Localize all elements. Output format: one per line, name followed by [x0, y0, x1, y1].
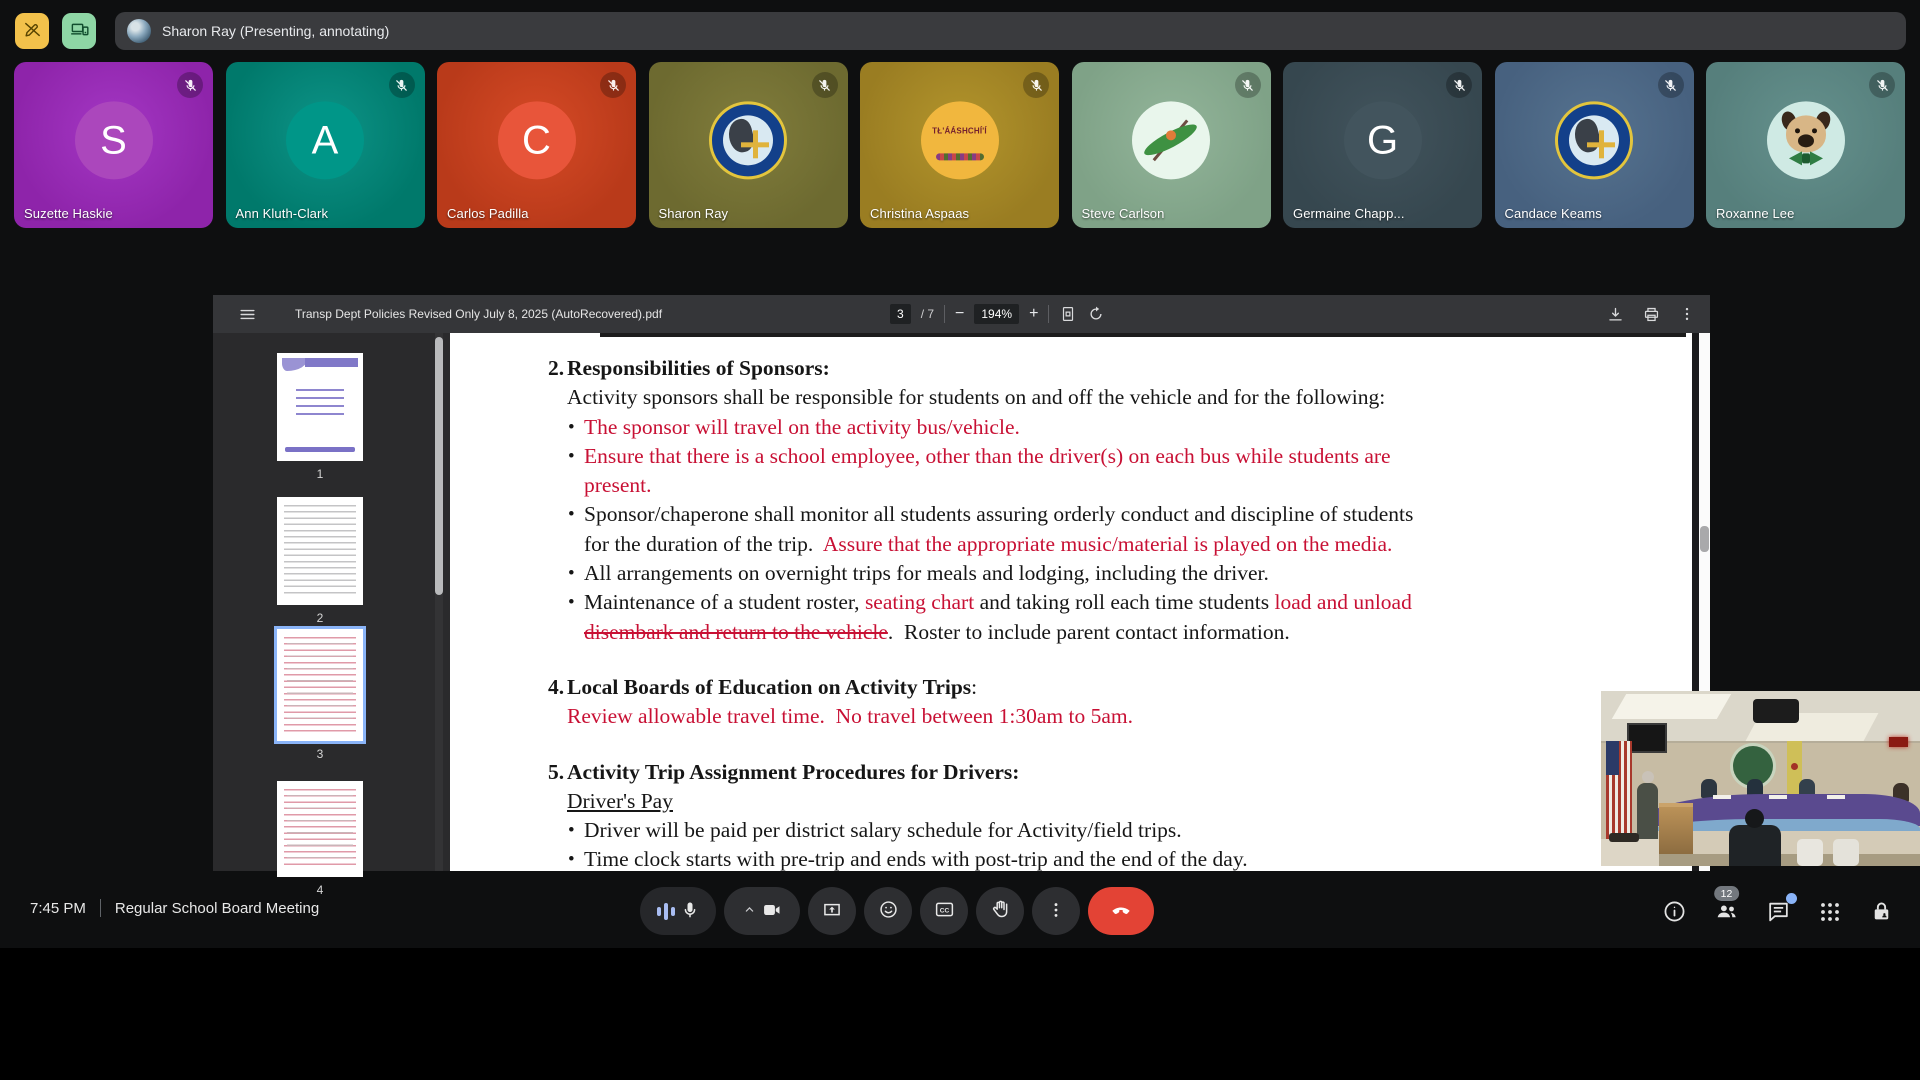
camera-button[interactable] — [724, 887, 800, 935]
audience-chair — [1833, 839, 1859, 866]
pdf-file-title: Transp Dept Policies Revised Only July 8, 2025 (AutoRecovered).pdf — [295, 307, 663, 321]
page-thumbnail[interactable] — [277, 497, 363, 625]
rotate-icon[interactable] — [1087, 305, 1105, 323]
divider — [100, 899, 101, 917]
projector — [1753, 699, 1799, 723]
document-line: • Driver will be paid per district salary schedule for Activity/field trips. — [450, 816, 1692, 845]
document-line: 5. Activity Trip Assignment Procedures for Drivers: — [548, 759, 1020, 784]
document-line: Driver's Pay — [567, 788, 673, 813]
clock-time: 7:45 PM — [30, 899, 86, 917]
document-page — [450, 333, 1692, 871]
people-icon — [1714, 899, 1739, 929]
mic-muted-icon — [1658, 72, 1684, 98]
mic-muted-icon — [177, 72, 203, 98]
menu-icon[interactable] — [238, 305, 257, 324]
meeting-details-button[interactable] — [1662, 899, 1687, 929]
audience-member — [1729, 825, 1781, 866]
kebab-icon — [1046, 900, 1066, 923]
participant-name: Suzette Haskie — [24, 206, 113, 221]
thumbnail-sidebar — [213, 333, 435, 897]
svg-text:CC: CC — [939, 907, 949, 915]
mic-muted-icon — [1446, 72, 1472, 98]
letter-avatar: C — [498, 101, 576, 179]
document-line: 2. Responsibilities of Sponsors: — [548, 356, 830, 380]
camera-icon — [762, 900, 782, 923]
mic-icon — [680, 900, 700, 923]
more-options-button[interactable] — [1032, 887, 1080, 935]
pdf-toolbar — [213, 295, 1710, 333]
toolbar-divider — [944, 305, 945, 323]
pdf-viewer — [213, 295, 1710, 897]
letter-avatar: A — [286, 101, 364, 179]
participant-tile[interactable] — [1283, 62, 1482, 228]
activities-button[interactable] — [1818, 900, 1842, 929]
chat-notification-dot — [1786, 893, 1797, 904]
annotation-toggle-button[interactable] — [15, 13, 49, 49]
reactions-button[interactable] — [864, 887, 912, 935]
document-line: • All arrangements on overnight trips for meals and lodging, including the driver. — [450, 559, 1692, 588]
document-line: • Maintenance of a student roster, seating chart and taking roll each time students load and unload — [450, 588, 1692, 617]
document-line: • Ensure that there is a school employee, other than the driver(s) on each bus while students are — [450, 442, 1692, 471]
fit-page-icon[interactable] — [1059, 305, 1077, 323]
companion-mode-button[interactable] — [62, 13, 96, 49]
mic-muted-icon — [1023, 72, 1049, 98]
page-thumbnail[interactable] — [277, 781, 363, 897]
audience-chair — [1797, 839, 1823, 866]
participant-tile[interactable] — [1706, 62, 1905, 228]
end-call-icon — [1109, 898, 1133, 925]
thumbnail-page-number: 2 — [316, 611, 324, 625]
more-menu-icon[interactable] — [1678, 305, 1696, 323]
end-call-button[interactable] — [1088, 887, 1154, 935]
letter-avatar: G — [1344, 101, 1422, 179]
mic-muted-icon — [1869, 72, 1895, 98]
thumbnail-page-number: 3 — [316, 747, 324, 761]
document-text — [450, 333, 1692, 871]
participant-tile[interactable] — [14, 62, 213, 228]
mic-muted-icon — [389, 72, 415, 98]
kayak-avatar — [1132, 101, 1210, 179]
letter-avatar: S — [75, 101, 153, 179]
document-line: 4. Local Boards of Education on Activity Trips: — [548, 674, 978, 699]
mic-button[interactable] — [640, 887, 716, 935]
document-line: present. — [584, 473, 652, 498]
document-line: • The sponsor will travel on the activity bus/vehicle. — [450, 413, 1692, 442]
wall-tv — [1627, 723, 1667, 753]
page-number-input[interactable]: 3 — [890, 304, 911, 324]
room-camera-video[interactable] — [1601, 691, 1920, 866]
people-button[interactable] — [1714, 887, 1739, 929]
participant-name: Steve Carlson — [1081, 206, 1165, 221]
thumbnail-page-number: 4 — [316, 883, 324, 897]
zoom-level-value: 194% — [974, 304, 1019, 324]
participant-tile[interactable] — [226, 62, 425, 228]
chat-icon — [1766, 899, 1791, 929]
chevron-up-icon — [742, 902, 757, 920]
mic-muted-icon — [812, 72, 838, 98]
page-thumbnail[interactable] — [277, 629, 363, 761]
devices-icon — [70, 20, 89, 42]
participant-tile[interactable] — [649, 62, 848, 228]
zoom-out-button[interactable]: − — [955, 305, 965, 322]
call-controls — [640, 887, 1154, 935]
exit-sign — [1889, 737, 1908, 747]
presenter-avatar — [127, 19, 151, 43]
page-thumbnail[interactable] — [277, 353, 363, 481]
participant-tile[interactable] — [437, 62, 636, 228]
participant-name: Carlos Padilla — [447, 206, 529, 221]
pdf-body — [213, 333, 1710, 897]
meeting-info — [30, 899, 319, 917]
presenter-label: Sharon Ray (Presenting, annotating) — [162, 23, 390, 39]
participant-tile[interactable] — [1495, 62, 1694, 228]
zoom-in-button[interactable]: + — [1029, 305, 1039, 322]
present-button[interactable] — [808, 887, 856, 935]
thumbnail-page-number: 1 — [316, 467, 324, 481]
audio-level-indicator — [657, 903, 675, 920]
emoji-icon — [878, 899, 899, 923]
grid-icon — [1818, 900, 1842, 929]
print-icon[interactable] — [1642, 305, 1661, 324]
document-line: Review allowable travel time. No travel between 1:30am to 5am. — [567, 704, 1133, 729]
participant-name: Christina Aspaas — [870, 206, 970, 221]
document-line: for the duration of the trip. Assure that the appropriate music/material is played on the media. — [584, 531, 1393, 556]
mic-muted-icon — [1235, 72, 1261, 98]
document-line: • Sponsor/chaperone shall monitor all students assuring orderly conduct and discipline of students — [450, 500, 1692, 529]
lock-icon — [1869, 899, 1894, 929]
info-icon — [1662, 899, 1687, 929]
document-line: • Time clock starts with pre-trip and ends with post-trip and the end of the day. — [450, 845, 1692, 874]
district-logo-avatar — [709, 101, 787, 179]
participant-name: Roxanne Lee — [1716, 206, 1795, 221]
participant-tile[interactable] — [1072, 62, 1271, 228]
download-icon[interactable] — [1606, 305, 1625, 324]
participant-name: Sharon Ray — [658, 206, 729, 221]
meeting-name: Regular School Board Meeting — [114, 899, 320, 917]
presenter-banner — [115, 12, 1906, 50]
host-controls-button[interactable] — [1869, 899, 1894, 929]
document-line: disembark and return to the vehicle. Roster to include parent contact information. — [584, 619, 1290, 644]
document-line: Activity sponsors shall be responsible for students on and off the vehicle and for the following: — [567, 385, 1386, 410]
toolbar-divider — [1048, 305, 1049, 323]
chat-button[interactable] — [1766, 899, 1791, 929]
chapter-logo-avatar: TŁ'ÁÁSHCHÍ'Í — [921, 101, 999, 179]
raise-hand-button[interactable] — [976, 887, 1024, 935]
pug-avatar — [1767, 101, 1845, 179]
participant-strip — [14, 62, 1905, 228]
podium — [1659, 803, 1693, 857]
participant-name: Ann Kluth-Clark — [235, 206, 329, 221]
present-icon — [822, 900, 842, 923]
sidebar-scrollbar[interactable] — [435, 333, 443, 871]
participant-tile[interactable] — [860, 62, 1059, 228]
participant-name: Germaine Chapp... — [1293, 206, 1405, 221]
page-total-label: / 7 — [920, 307, 935, 321]
participant-count-badge: 12 — [1714, 886, 1740, 901]
hand-icon — [990, 899, 1011, 923]
mic-muted-icon — [600, 72, 626, 98]
cc-icon — [934, 899, 955, 923]
captions-button[interactable] — [920, 887, 968, 935]
pen-slash-icon — [23, 20, 42, 42]
district-logo-avatar — [1555, 101, 1633, 179]
letterbox — [0, 948, 1920, 1080]
panel-controls — [1662, 887, 1894, 929]
participant-name: Candace Keams — [1504, 206, 1602, 221]
